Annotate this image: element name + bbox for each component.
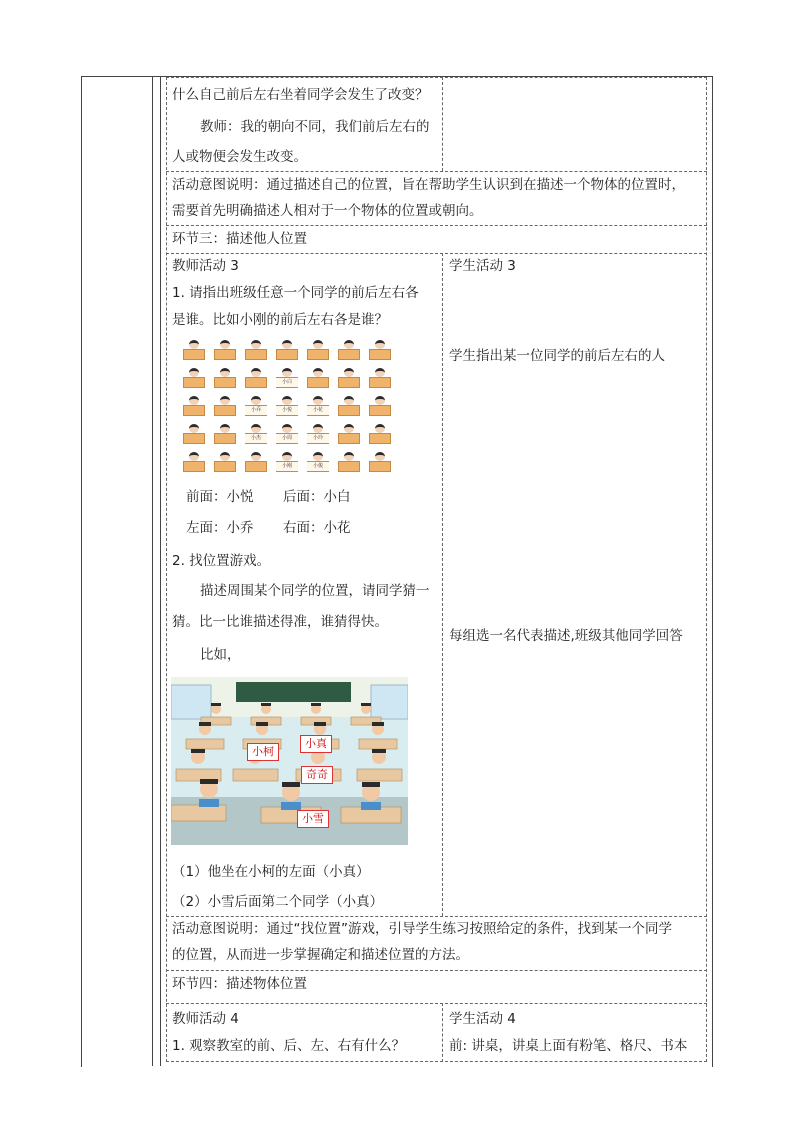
task-2-desc-line-1: 描述周围某个同学的位置，请同学猜一 — [200, 583, 430, 599]
teacher-activity-4: 教师活动 4 — [172, 1011, 239, 1027]
student-desk — [338, 405, 360, 416]
right-answer: 右面：小花 — [283, 520, 351, 536]
seat — [276, 340, 298, 362]
back-answer: 后面：小白 — [283, 489, 351, 505]
seat-name-tag: 小花 — [307, 406, 329, 415]
student-head — [375, 452, 385, 461]
student-head — [189, 424, 199, 433]
seat — [183, 424, 205, 446]
student-head — [220, 340, 230, 349]
student-desk — [338, 349, 360, 360]
student-desk — [276, 349, 298, 360]
seat-name-tag: 小悦 — [276, 406, 298, 415]
seat — [245, 396, 267, 418]
student-head — [313, 340, 323, 349]
seat — [276, 424, 298, 446]
classroom-scene — [171, 677, 408, 845]
student-head — [344, 368, 354, 377]
seat — [338, 396, 360, 418]
table-column-divider-inner — [160, 76, 161, 1066]
classroom-label-1: 小柯 — [247, 743, 279, 761]
student-head — [220, 424, 230, 433]
student-head — [344, 396, 354, 405]
seat — [245, 424, 267, 446]
teacher-answer-line-2: 人或物便会发生改变。 — [172, 149, 307, 165]
seat — [307, 396, 329, 418]
student-head — [344, 340, 354, 349]
classroom-label-4: 小雪 — [297, 810, 329, 828]
seat — [183, 396, 205, 418]
seat-name-tag: 小乔 — [245, 406, 267, 415]
seat — [214, 424, 236, 446]
student-head — [282, 452, 292, 461]
seat — [276, 396, 298, 418]
seat — [276, 368, 298, 390]
row-line-1 — [166, 171, 707, 172]
student-head — [189, 368, 199, 377]
seat — [369, 368, 391, 390]
task-1-line-2: 是谁。比如小刚的前后左右各是谁？ — [172, 312, 388, 328]
seat — [307, 340, 329, 362]
teacher-answer-line-1: 教师：我的朝向不同，我们前后左右的 — [200, 119, 430, 135]
teacher-activity-3: 教师活动 3 — [172, 258, 239, 274]
student-desk — [183, 433, 205, 444]
student-answer-4: 前: 讲桌，讲桌上面有粉笔、格尺、书本 — [449, 1038, 688, 1054]
classroom-label-2: 小真 — [300, 735, 332, 753]
student-head — [375, 424, 385, 433]
student-answer-3: 学生指出某一位同学的前后左右的人 — [449, 348, 665, 364]
student-head — [251, 452, 261, 461]
student-desk — [369, 433, 391, 444]
row-line-3 — [166, 253, 707, 254]
divider-top — [442, 77, 443, 171]
student-answer-3b: 每组选一名代表描述,班级其他同学回答 — [449, 628, 683, 644]
student-desk — [369, 461, 391, 472]
seat — [338, 452, 360, 474]
student-head — [313, 452, 323, 461]
student-head — [251, 368, 261, 377]
seat — [369, 340, 391, 362]
student-desk — [214, 377, 236, 388]
student-head — [313, 424, 323, 433]
student-head — [220, 396, 230, 405]
student-head — [189, 396, 199, 405]
question-top: 什么自己前后左右坐着同学会发生了改变？ — [172, 87, 429, 103]
seat-name-tag: 小杰 — [245, 434, 267, 443]
example-label: 比如， — [200, 647, 241, 663]
student-desk — [307, 377, 329, 388]
table-column-divider-left — [152, 76, 153, 1066]
student-head — [375, 340, 385, 349]
student-head — [282, 424, 292, 433]
student-desk — [245, 349, 267, 360]
student-head — [251, 396, 261, 405]
intent-2-line-1: 活动意图说明：通过“找位置”游戏，引导学生练习按照给定的条件，找到某一个同学 — [172, 921, 672, 937]
row-line-2 — [166, 225, 707, 226]
student-desk — [183, 377, 205, 388]
student-head — [189, 340, 199, 349]
student-head — [251, 340, 261, 349]
seat-name-tag: 小刚 — [276, 462, 298, 471]
student-desk — [369, 349, 391, 360]
question-1: （1）他坐在小柯的左面（小真） — [172, 864, 370, 880]
seat-name-tag: 小玲 — [307, 434, 329, 443]
seat — [369, 424, 391, 446]
student-activity-3: 学生活动 3 — [449, 258, 516, 274]
seat — [214, 340, 236, 362]
student-head — [220, 368, 230, 377]
seat — [369, 452, 391, 474]
student-desk — [338, 377, 360, 388]
student-activity-4: 学生活动 4 — [449, 1011, 516, 1027]
seat — [338, 340, 360, 362]
seat — [338, 424, 360, 446]
seat — [214, 452, 236, 474]
student-desk — [183, 405, 205, 416]
student-head — [251, 424, 261, 433]
seat — [245, 452, 267, 474]
front-answer: 前面：小悦 — [186, 489, 254, 505]
student-head — [313, 368, 323, 377]
seat — [307, 368, 329, 390]
seat — [245, 368, 267, 390]
student-head — [344, 452, 354, 461]
student-head — [313, 396, 323, 405]
student-desk — [245, 461, 267, 472]
seat — [214, 396, 236, 418]
task-1-line-1: 1. 请指出班级任意一个同学的前后左右各 — [172, 285, 419, 301]
student-head — [375, 368, 385, 377]
student-desk — [369, 377, 391, 388]
row-line-4 — [166, 916, 707, 917]
student-head — [189, 452, 199, 461]
student-desk — [183, 461, 205, 472]
seat — [307, 424, 329, 446]
intent-1-line-2: 需要首先明确描述人相对于一个物体的位置或朝向。 — [172, 203, 483, 219]
student-head — [375, 396, 385, 405]
student-head — [344, 424, 354, 433]
seat — [183, 340, 205, 362]
classroom-illustration — [171, 677, 408, 845]
row-line-6 — [166, 1003, 707, 1004]
section-3-heading: 环节三：描述他人位置 — [172, 231, 307, 247]
seat — [276, 452, 298, 474]
seat — [214, 368, 236, 390]
student-desk — [214, 349, 236, 360]
seat-name-tag: 小俊 — [307, 462, 329, 471]
student-head — [282, 396, 292, 405]
student-desk — [214, 461, 236, 472]
student-desk — [214, 405, 236, 416]
seat — [183, 368, 205, 390]
seat — [183, 452, 205, 474]
section-4-heading: 环节四：描述物体位置 — [172, 976, 307, 992]
student-desk — [338, 433, 360, 444]
student-head — [220, 452, 230, 461]
classroom-label-3: 奇奇 — [301, 766, 333, 784]
intent-1-line-1: 活动意图说明：通过描述自己的位置，旨在帮助学生认识到在描述一个物体的位置时， — [172, 177, 685, 193]
left-answer: 左面：小乔 — [186, 520, 254, 536]
seat — [369, 396, 391, 418]
seating-chart — [181, 340, 391, 474]
task-2-desc-line-2: 猜。比一比谁描述得准，谁猜得快。 — [172, 614, 388, 630]
seat-name-tag: 小白 — [276, 378, 298, 387]
seat — [307, 452, 329, 474]
student-head — [282, 368, 292, 377]
student-head — [282, 340, 292, 349]
student-desk — [338, 461, 360, 472]
student-desk — [183, 349, 205, 360]
student-desk — [245, 377, 267, 388]
seat — [338, 368, 360, 390]
seat-name-tag: 小周 — [276, 434, 298, 443]
divider-middle — [442, 253, 443, 916]
task-4: 1. 观察教室的前、后、左、右有什么？ — [172, 1038, 406, 1054]
student-desk — [369, 405, 391, 416]
divider-bottom — [442, 1003, 443, 1062]
intent-2-line-2: 的位置，从而进一步掌握确定和描述位置的方法。 — [172, 947, 469, 963]
task-2-heading: 2. 找位置游戏。 — [172, 553, 271, 569]
student-desk — [307, 349, 329, 360]
seat — [245, 340, 267, 362]
student-desk — [214, 433, 236, 444]
question-2: （2）小雪后面第二个同学（小真） — [172, 894, 384, 910]
row-line-5 — [166, 970, 707, 971]
